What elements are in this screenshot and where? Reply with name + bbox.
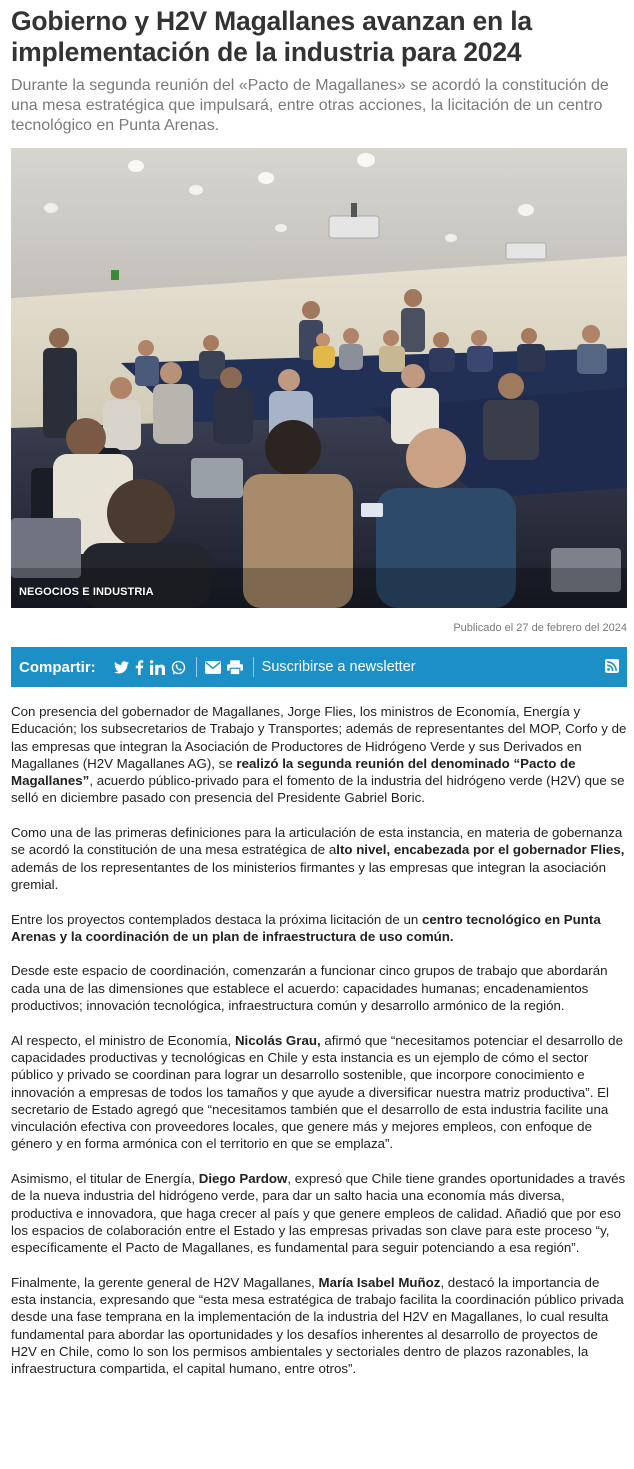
- share-divider: [196, 657, 197, 677]
- linkedin-icon[interactable]: [150, 657, 165, 677]
- paragraph: Asimismo, el titular de Energía, Diego Pardow, expresó que Chile tiene grandes oportunidades a través de la nueva industria del hidrógeno verde, para dar un salto hacia una economía más diversa, productiva e innovadora, que haga crecer al país y que genere empleos de calidad. Añadió que por eso los espacios de colaboración entre el Estado y las empresas privadas son clave para este proceso “y, específicamente el Pacto de Magallanes, es fundamental para seguir potenciando a esa región”.: [11, 1171, 626, 1256]
- publish-date: Publicado el 27 de febrero del 2024: [453, 622, 627, 634]
- paragraph: Finalmente, la gerente general de H2V Magallanes, María Isabel Muñoz, destacó la importancia de esta instancia, expresando que “esta mesa estratégica de trabajo facilita la coordinación público privada desde una fase temprana en la implementación de la industria del H2V en Magallanes, lo cual resulta fundamental para abordar las oportunidades y los desafíos inherentes al desarrollo de proyectos de H2V en Chile, como lo son los permisos ambientales y sectoriales dentro de plazos razonables, la infraestructura compartida, el capital humano, entre otros”.: [11, 1274, 624, 1377]
- paragraph: Como una de las primeras definiciones para la articulación de esta instancia, en materia de gobernanza se acordó la constitución de una mesa estratégica de alto nivel, encabezada por el gobernador Flies, además de los representantes de los ministerios firmantes y las empresas que integran la asociación gremial.: [11, 825, 625, 892]
- paragraph: Entre los proyectos contemplados destaca la próxima licitación de un centro tecnológico en Punta Arenas y la coordinación de un plan de infraestructura de uso común.: [11, 911, 601, 944]
- share-divider: [253, 657, 254, 677]
- whatsapp-icon[interactable]: [171, 657, 186, 677]
- article-photo: [11, 148, 627, 608]
- facebook-icon[interactable]: [135, 657, 144, 677]
- rss-icon[interactable]: [605, 659, 619, 673]
- category-tag[interactable]: NEGOCIOS E INDUSTRIA: [19, 586, 154, 598]
- share-bar: [11, 647, 627, 687]
- print-icon[interactable]: [227, 657, 243, 677]
- email-icon[interactable]: [205, 657, 221, 677]
- share-label: Compartir:: [19, 658, 96, 676]
- meeting-room-photo: [11, 148, 627, 608]
- newsletter-link[interactable]: Suscribirse a newsletter: [261, 659, 416, 675]
- paragraph: Al respecto, el ministro de Economía, Nicolás Grau, afirmó que “necesitamos potenciar el desarrollo de capacidades productivas y tecnológicas en Chile y esta instancia es un ejemplo de cómo el sector público y privado se coordinan para lograr un desarrollo sostenible, que incorpore conocimiento e innovación a empresas de todos los tamaños y que ayude a diversificar nuestra matriz productiva”. El secretario de Estado agregó que “necesitamos también que el desarrollo de esta industria facilite una vinculación efectiva con proveedores locales, que genere más y mejores empleos, con enfoque de género y en forma armónica con el territorio en que se emplaza”.: [11, 1032, 623, 1152]
- article-title: Gobierno y H2V Magallanes avanzan en la implementación de la industria para 2024: [11, 6, 532, 67]
- paragraph: Desde este espacio de coordinación, comenzarán a funcionar cinco grupos de trabajo que abordarán cada una de las dimensiones que establece el acuerdo: capacidades humanas; encadenamientos productivos; innovación tecnológica, infraestructura común y desarrollo armónico de la región.: [11, 963, 608, 1014]
- twitter-icon[interactable]: [114, 657, 129, 677]
- article-body: [11, 703, 627, 1395]
- paragraph: Con presencia del gobernador de Magallanes, Jorge Flies, los ministros de Economía, Energía y Educación; los subsecretarios de Trabajo y Transportes; además de representantes del MOP, Corfo y de las empresas que integran la Asociación de Productores de Hidrógeno Verde y sus Derivados en Magallanes (H2V Magallanes AG), se realizó la segunda reunión del denominado “Pacto de Magallanes”, acuerdo público-privado para el fomento de la industria del hidrógeno verde (H2V) que se selló en diciembre pasado con presencia del Presidente Gabriel Boric.: [11, 704, 627, 806]
- article-lead: Durante la segunda reunión del «Pacto de Magallanes» se acordó la constitución de una mesa estratégica que impulsará, entre otras acciones, la licitación de un centro tecnológico en Punta Arenas.: [11, 77, 609, 134]
